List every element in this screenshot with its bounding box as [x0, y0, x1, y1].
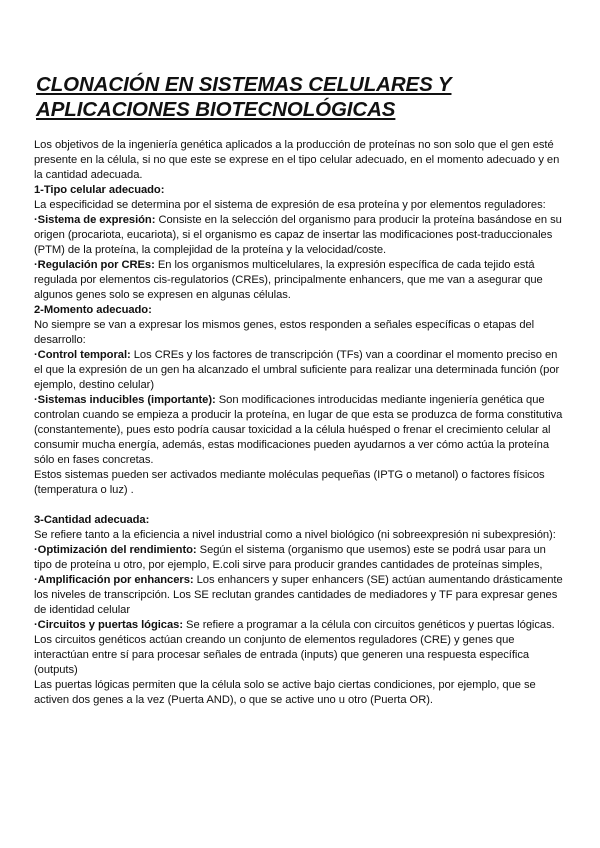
section-1-text: La especificidad se determina por el sistema de expresión de esa proteína y por elementos reguladores: [34, 199, 546, 211]
section-2-item: ·Control temporal: Los CREs y los factores de transcripción (TFs) van a coordinar el momento preciso en el que la expresión de un gen ha alcanzado el umbral suficiente para realizar una determinada función (por ejemplo, destino celular) [34, 349, 560, 391]
section-1-item: ·Regulación por CREs: En los organismos multicelulares, la expresión específica de cada tejido está regulada por elementos cis-regulatorios (CREs), principalmente enhancers, que me van a asegurar que algunos genes solo se expresen en algunas células. [34, 259, 543, 301]
intro-paragraph: Los objetivos de la ingeniería genética aplicados a la producción de proteínas no son solo que el gen esté presente en la célula, si no que este se exprese en el tipo celular adecuado, en el momento adecuado y en la cantidad adecuada. [34, 139, 560, 181]
section-3-item: ·Circuitos y puertas lógicas: Se refiere a programar a la célula con circuitos genéticos y puertas lógicas. [34, 619, 555, 631]
section-1-heading: 1-Tipo celular adecuado: [34, 184, 165, 196]
section-2-heading: 2-Momento adecuado: [34, 304, 152, 316]
section-2-item: ·Sistemas inducibles (importante): Son modificaciones introducidas mediante ingeniería genética que controlan cuando se empieza a producir la proteína, en lugar de que esta se produzca de forma constitutiva (constantemente), pues esto podría causar toxicidad a la célula huésped o frenar el crecimiento celular al consumir mucha energía, además, estas modificaciones pueden ayudarnos a ver cómo actúa la proteína sólo en fases concretas. [34, 394, 563, 466]
section-1-item: ·Sistema de expresión: Consiste en la selección del organismo para producir la proteína basándose en su origen (procariota, eucariota), si el organismo es capaz de insertar las modificaciones post-traduccionales (PTM) de la proteína, la complejidad de la proteína y la velocidad/coste. [34, 214, 562, 256]
section-2-extra: Estos sistemas pueden ser activados mediante moléculas pequeñas (IPTG o metanol) o factores físicos (temperatura o luz) . [34, 469, 545, 496]
section-3-heading: 3-Cantidad adecuada: [34, 514, 150, 526]
section-3-extra-circuits: Los circuitos genéticos actúan creando un conjunto de elementos reguladores (CRE) y genes que interactúan entre sí para procesar señales de entrada (inputs) que generen una respuesta específica (outputs) [34, 634, 530, 676]
title-line-2: APLICACIONES BIOTECNOLÓGICAS [36, 98, 396, 121]
section-3-extra-gates: Las puertas lógicas permiten que la célula solo se active bajo ciertas condiciones, por ejemplo, que se activen dos genes a la vez (Puerta AND), o que se active uno u otro (Puerta OR). [34, 679, 536, 706]
section-3-text: Se refiere tanto a la eficiencia a nivel industrial como a nivel biológico (ni sobreexpresión ni subexpresión): [34, 529, 556, 541]
section-3-item: ·Amplificación por enhancers: Los enhancers y super enhancers (SE) actúan aumentando drásticamente los niveles de transcripción. Los SE reclutan grandes cantidades de mediadores y TF para expresar genes de identidad celular [34, 574, 563, 616]
section-2-text: No siempre se van a expresar los mismos genes, estos responden a señales específicas o etapas del desarrollo: [34, 319, 535, 346]
document-body [34, 138, 566, 708]
section-3-item: ·Optimización del rendimiento: Según el sistema (organismo que usemos) este se podrá usar para un tipo de proteína u otro, por ejemplo, E.coli sirve para producir grandes cantidades de proteínas simples, [34, 544, 546, 571]
paragraph-gap [34, 498, 566, 513]
title-line-1: CLONACIÓN EN SISTEMAS CELULARES Y [36, 73, 452, 96]
page-title [36, 72, 576, 122]
